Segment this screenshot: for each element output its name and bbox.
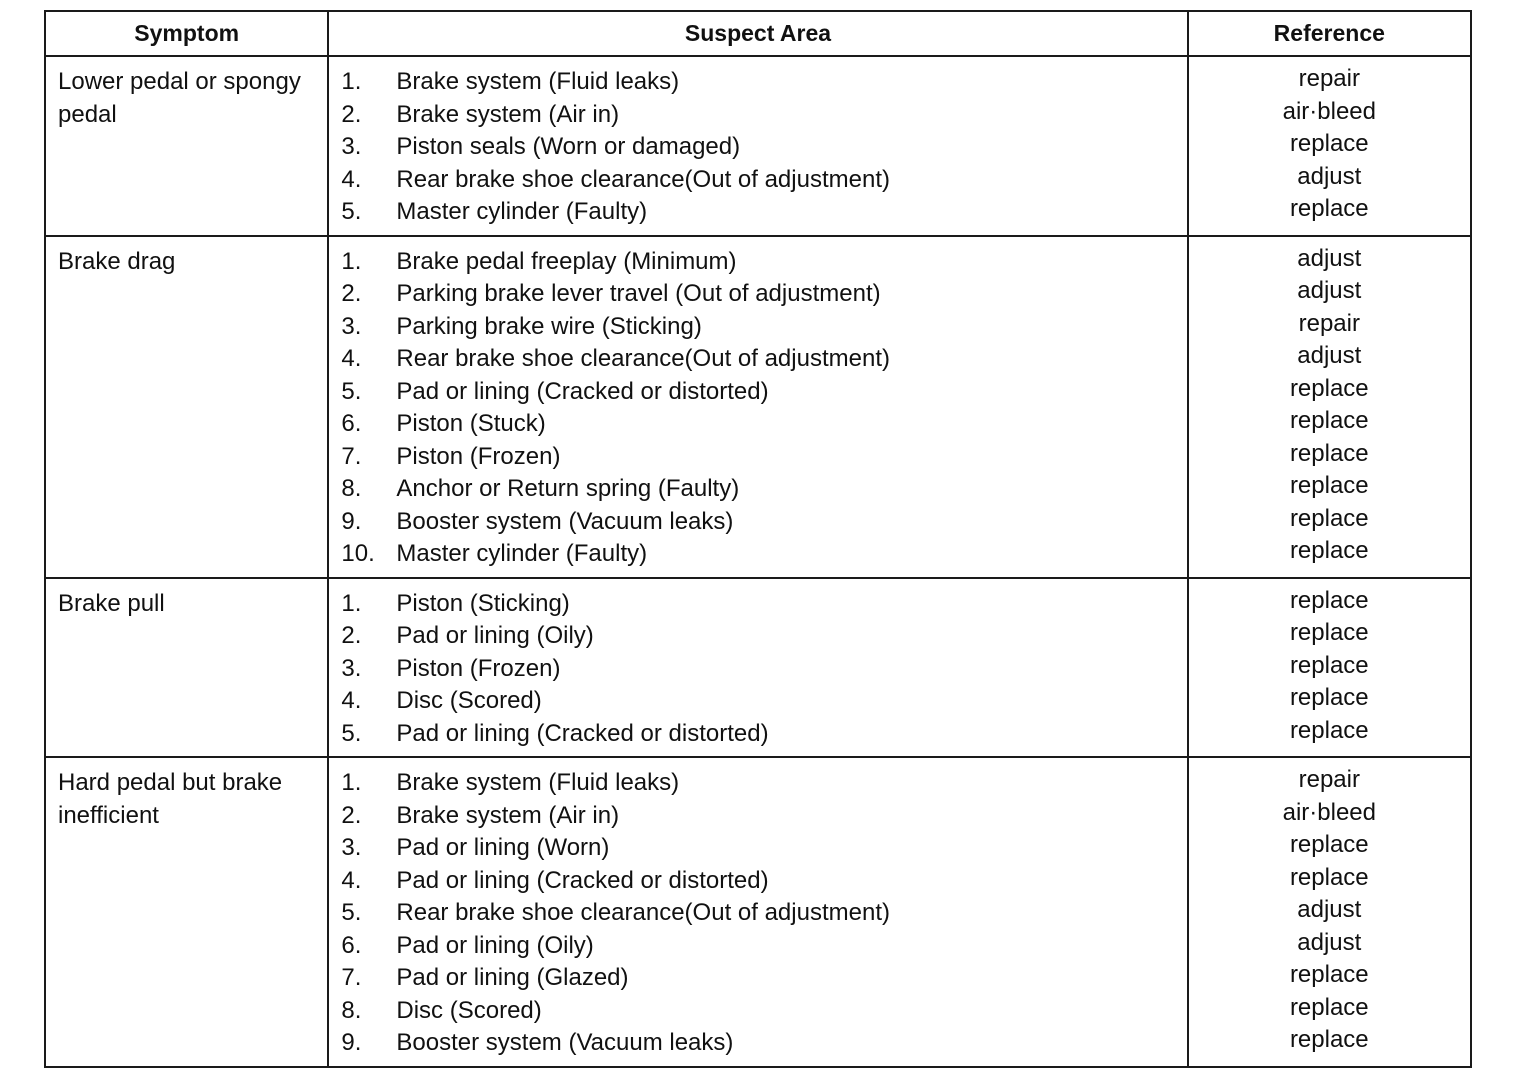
item-text: Disc (Scored) — [396, 996, 542, 1024]
item-number: 5. — [341, 719, 362, 747]
item-number: 3. — [341, 834, 362, 861]
suspect-area-item — [341, 832, 1186, 865]
item-number: 6. — [341, 410, 362, 437]
table-row — [45, 236, 1471, 578]
table-row — [45, 757, 1471, 1067]
item-text: Piston (Stuck) — [396, 410, 546, 437]
item-text: Pad or lining (Oily) — [396, 931, 594, 959]
suspect-area-item — [341, 588, 1186, 621]
reference-item: adjust — [1297, 244, 1362, 272]
suspect-area-item — [341, 278, 1186, 311]
reference-item: adjust — [1297, 162, 1362, 190]
table-row — [45, 578, 1471, 758]
reference-item: air·bleed — [1282, 97, 1376, 125]
reference-item: replace — [1289, 472, 1369, 499]
reference-item: replace — [1289, 407, 1369, 434]
suspect-area-item — [341, 685, 1186, 718]
troubleshooting-table — [44, 10, 1472, 1068]
suspect-area-item — [341, 311, 1186, 344]
item-text: Piston (Frozen) — [396, 442, 561, 470]
suspect-area-item — [341, 800, 1186, 833]
reference-item: adjust — [1297, 896, 1362, 923]
item-number: 5. — [341, 899, 362, 926]
item-text: Pad or lining (Cracked or distorted) — [396, 866, 769, 894]
item-text: Master cylinder (Faulty) — [396, 540, 648, 567]
item-number: 1. — [341, 68, 362, 95]
item-number: 6. — [341, 931, 362, 959]
suspect-area-item — [341, 376, 1186, 409]
reference-cell — [1188, 236, 1471, 578]
item-number: 1. — [341, 247, 362, 275]
item-text: Master cylinder (Faulty) — [396, 198, 648, 225]
item-number: 9. — [341, 1029, 362, 1056]
symptom-cell: Brake pull — [45, 578, 328, 758]
item-text: Rear brake shoe clearance(Out of adjustment) — [396, 165, 890, 193]
item-number: 2. — [341, 100, 362, 128]
item-number: 10. — [341, 540, 375, 567]
symptom-column-header: Symptom — [45, 11, 328, 56]
reference-item: replace — [1289, 504, 1369, 532]
item-number: 8. — [341, 996, 362, 1024]
reference-item: adjust — [1297, 342, 1362, 369]
reference-item: replace — [1289, 374, 1369, 402]
item-number: 3. — [341, 133, 362, 160]
reference-item: replace — [1289, 961, 1369, 988]
reference-item: air·bleed — [1282, 798, 1376, 826]
reference-item: replace — [1289, 619, 1369, 646]
suspect-area-item — [341, 408, 1186, 441]
item-text: Parking brake wire (Sticking) — [396, 312, 702, 340]
item-text: Pad or lining (Worn) — [396, 834, 610, 861]
suspect-area-cell — [328, 757, 1187, 1067]
reference-cell — [1188, 757, 1471, 1067]
suspect-area-item — [341, 343, 1186, 376]
suspect-area-item — [341, 441, 1186, 474]
suspect-area-item — [341, 767, 1186, 800]
reference-item: repair — [1298, 766, 1360, 793]
header-row — [45, 11, 1471, 56]
item-number: 2. — [341, 801, 362, 829]
reference-column-header: Reference — [1188, 11, 1471, 56]
item-number: 5. — [341, 377, 362, 405]
reference-item: replace — [1289, 195, 1369, 222]
suspect-area-item — [341, 131, 1186, 164]
reference-item: replace — [1289, 993, 1369, 1021]
reference-item: replace — [1289, 537, 1369, 564]
table-row — [45, 56, 1471, 236]
suspect-area-item — [341, 538, 1186, 571]
suspect-area-item — [341, 196, 1186, 229]
item-number: 4. — [341, 165, 362, 193]
item-text: Piston (Frozen) — [396, 654, 561, 682]
suspect-area-item — [341, 897, 1186, 930]
symptom-cell: Hard pedal but brake inefficient — [45, 757, 328, 1067]
item-text: Pad or lining (Glazed) — [396, 964, 629, 991]
item-text: Disc (Scored) — [396, 687, 542, 714]
suspect-area-cell — [328, 236, 1187, 578]
item-number: 4. — [341, 866, 362, 894]
suspect-area-item — [341, 930, 1186, 963]
item-text: Parking brake lever travel (Out of adjustment) — [396, 280, 881, 307]
item-number: 7. — [341, 442, 362, 470]
item-number: 1. — [341, 769, 362, 796]
item-text: Booster system (Vacuum leaks) — [396, 507, 734, 535]
reference-item: replace — [1289, 439, 1369, 467]
table-body — [45, 56, 1471, 1067]
item-text: Pad or lining (Oily) — [396, 622, 594, 649]
item-number: 5. — [341, 198, 362, 225]
item-text: Booster system (Vacuum leaks) — [396, 1029, 734, 1056]
symptom-cell: Brake drag — [45, 236, 328, 578]
suspect-area-cell — [328, 578, 1187, 758]
item-number: 9. — [341, 507, 362, 535]
reference-cell — [1188, 56, 1471, 236]
reference-item: adjust — [1297, 277, 1362, 304]
item-text: Piston (Sticking) — [396, 589, 570, 617]
suspect-area-item — [341, 164, 1186, 197]
item-text: Brake system (Fluid leaks) — [396, 68, 680, 95]
item-text: Pad or lining (Cracked or distorted) — [396, 377, 769, 405]
reference-item: replace — [1289, 586, 1369, 614]
item-number: 3. — [341, 654, 362, 682]
item-number: 8. — [341, 475, 362, 502]
reference-item: adjust — [1297, 928, 1362, 956]
suspect-area-item — [341, 66, 1186, 99]
reference-item: repair — [1298, 309, 1360, 337]
suspect-area-item — [341, 653, 1186, 686]
suspect-area-item — [341, 962, 1186, 995]
item-number: 2. — [341, 622, 362, 649]
reference-item: replace — [1289, 684, 1369, 711]
suspect-area-item — [341, 1027, 1186, 1060]
item-number: 1. — [341, 589, 362, 617]
item-text: Brake system (Air in) — [396, 100, 620, 128]
item-text: Pad or lining (Cracked or distorted) — [396, 719, 769, 747]
reference-item: repair — [1298, 65, 1360, 92]
reference-item: replace — [1289, 863, 1369, 891]
reference-item: replace — [1289, 130, 1369, 157]
item-number: 4. — [341, 345, 362, 372]
reference-item: replace — [1289, 716, 1369, 744]
item-text: Rear brake shoe clearance(Out of adjustment) — [396, 899, 890, 926]
item-text: Rear brake shoe clearance(Out of adjustment) — [396, 345, 890, 372]
item-number: 4. — [341, 687, 362, 714]
table-header — [45, 11, 1471, 56]
suspect-area-item — [341, 246, 1186, 279]
suspect-area-column-header: Suspect Area — [328, 11, 1187, 56]
suspect-area-item — [341, 99, 1186, 132]
reference-item: replace — [1289, 651, 1369, 679]
suspect-area-item — [341, 473, 1186, 506]
item-text: Brake system (Fluid leaks) — [396, 769, 680, 796]
item-number: 2. — [341, 280, 362, 307]
reference-item: replace — [1289, 831, 1369, 858]
item-number: 7. — [341, 964, 362, 991]
suspect-area-item — [341, 620, 1186, 653]
item-number: 3. — [341, 312, 362, 340]
reference-item: replace — [1289, 1026, 1369, 1053]
suspect-area-item — [341, 865, 1186, 898]
suspect-area-item — [341, 506, 1186, 539]
suspect-area-item — [341, 995, 1186, 1028]
item-text: Brake system (Air in) — [396, 801, 620, 829]
reference-cell — [1188, 578, 1471, 758]
item-text: Brake pedal freeplay (Minimum) — [396, 247, 737, 275]
symptom-cell: Lower pedal or spongy pedal — [45, 56, 328, 236]
suspect-area-item — [341, 718, 1186, 751]
item-text: Anchor or Return spring (Faulty) — [396, 475, 740, 502]
suspect-area-cell — [328, 56, 1187, 236]
item-text: Piston seals (Worn or damaged) — [396, 133, 741, 160]
